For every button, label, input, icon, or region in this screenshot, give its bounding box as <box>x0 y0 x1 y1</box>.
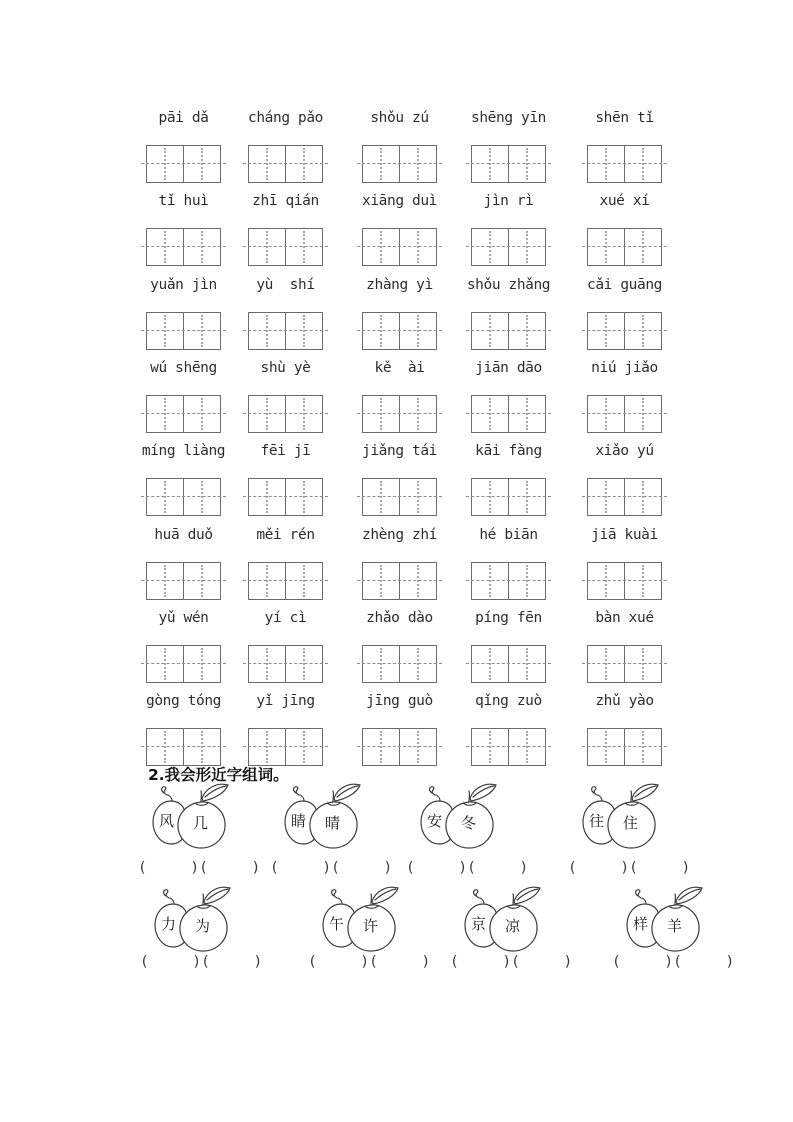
grid-cell <box>588 479 624 515</box>
word-block <box>248 609 323 683</box>
pinyin-label: yuǎn jìn <box>150 277 217 293</box>
pinyin-label: huā duǒ <box>154 527 213 543</box>
apple-pair <box>578 783 662 855</box>
grid-cell <box>363 396 399 432</box>
pinyin-label: shù yè <box>260 360 311 376</box>
grid-cell <box>363 646 399 682</box>
grid-cell <box>624 563 661 599</box>
writing-grid <box>248 562 323 600</box>
apple-character-left: 风 <box>159 812 175 830</box>
writing-grid <box>248 395 323 433</box>
pinyin-label: yǐ jīng <box>256 693 315 709</box>
grid-cell <box>624 313 661 349</box>
writing-grid <box>362 562 437 600</box>
pinyin-label: xiāng duì <box>362 193 437 209</box>
writing-grid <box>362 145 437 183</box>
word-block <box>248 192 323 266</box>
grid-cell <box>183 479 220 515</box>
answer-paren-blanks: ( )( ) <box>138 860 261 876</box>
writing-grid <box>248 478 323 516</box>
pinyin-label: xué xí <box>599 193 650 209</box>
word-block <box>362 609 437 683</box>
grid-cell <box>147 729 183 765</box>
apple-pair <box>150 886 234 958</box>
apple-character-right: 几 <box>193 814 209 832</box>
grid-cell <box>588 563 624 599</box>
apple-pair <box>280 783 364 855</box>
word-block <box>471 609 546 683</box>
grid-cell <box>249 146 285 182</box>
word-block <box>471 192 546 266</box>
word-block <box>471 109 546 183</box>
pinyin-label: cháng pǎo <box>248 110 323 126</box>
word-block <box>248 442 323 516</box>
grid-cell <box>472 479 508 515</box>
grid-cell <box>472 146 508 182</box>
writing-grid <box>471 645 546 683</box>
apple-character-left: 睛 <box>291 812 307 830</box>
answer-paren-blanks: ( )( ) <box>568 860 691 876</box>
writing-grid <box>362 645 437 683</box>
apple-pair <box>416 783 500 855</box>
pinyin-label: fēi jī <box>260 443 311 459</box>
writing-grid <box>146 562 221 600</box>
grid-cell <box>363 729 399 765</box>
pinyin-label: zhī qián <box>252 193 319 209</box>
pinyin-label: niú jiǎo <box>591 360 658 376</box>
pinyin-label: kāi fàng <box>475 443 542 459</box>
grid-cell <box>588 396 624 432</box>
grid-cell <box>508 729 545 765</box>
grid-cell <box>183 229 220 265</box>
pinyin-label: pāi dǎ <box>158 110 209 126</box>
word-block <box>362 192 437 266</box>
answer-paren-blanks: ( )( ) <box>308 954 431 970</box>
grid-cell <box>183 729 220 765</box>
grid-cell <box>472 396 508 432</box>
word-block <box>146 276 221 350</box>
grid-cell <box>183 146 220 182</box>
apple-pair <box>622 886 706 958</box>
word-block <box>362 442 437 516</box>
word-block <box>248 526 323 600</box>
grid-cell <box>147 646 183 682</box>
apple-pair <box>148 783 232 855</box>
grid-cell <box>399 313 436 349</box>
grid-cell <box>624 729 661 765</box>
word-block <box>587 442 662 516</box>
grid-cell <box>147 313 183 349</box>
grid-cell <box>588 313 624 349</box>
pinyin-label: yǔ wén <box>158 610 209 626</box>
answer-paren-blanks: ( )( ) <box>270 860 393 876</box>
grid-cell <box>624 396 661 432</box>
writing-grid <box>587 145 662 183</box>
word-block <box>141 442 226 516</box>
grid-cell <box>249 229 285 265</box>
grid-cell <box>508 396 545 432</box>
writing-grid <box>587 228 662 266</box>
grid-cell <box>624 146 661 182</box>
writing-grid <box>471 478 546 516</box>
grid-cell <box>399 229 436 265</box>
pinyin-label: gòng tóng <box>146 693 221 709</box>
word-block <box>362 692 437 766</box>
writing-grid <box>362 728 437 766</box>
pinyin-label: yù shí <box>256 277 315 293</box>
grid-cell <box>399 396 436 432</box>
back-apple-stem-curl <box>430 787 435 795</box>
word-block <box>587 276 662 350</box>
back-apple-stem-curl <box>474 890 479 898</box>
grid-cell <box>147 146 183 182</box>
pinyin-label: yí cì <box>264 610 307 626</box>
grid-cell <box>472 729 508 765</box>
apple-character-right: 晴 <box>325 814 341 832</box>
back-apple-stem-curl <box>636 890 641 898</box>
apple-pair <box>460 886 544 958</box>
apple-character-right: 为 <box>195 917 211 935</box>
grid-cell <box>147 396 183 432</box>
word-block <box>362 359 437 433</box>
grid-cell <box>363 563 399 599</box>
writing-grid <box>248 228 323 266</box>
back-apple-stem-curl <box>162 787 167 795</box>
word-block <box>146 609 221 683</box>
grid-cell <box>249 646 285 682</box>
writing-grid <box>146 145 221 183</box>
pinyin-label: měi rén <box>256 527 315 543</box>
grid-cell <box>285 229 322 265</box>
word-block <box>146 692 221 766</box>
word-block <box>587 359 662 433</box>
pinyin-label: zhǔ yào <box>595 693 654 709</box>
writing-grid <box>146 728 221 766</box>
grid-cell <box>508 313 545 349</box>
grid-cell <box>399 729 436 765</box>
grid-cell <box>624 646 661 682</box>
section2-title: 2.我会形近字组词。 <box>148 766 289 784</box>
word-block <box>248 692 323 766</box>
back-apple-stem-curl <box>294 787 299 795</box>
grid-cell <box>508 146 545 182</box>
apple-character-right: 冬 <box>461 814 477 832</box>
grid-cell <box>285 646 322 682</box>
grid-cell <box>249 396 285 432</box>
writing-grid <box>587 728 662 766</box>
word-block <box>587 609 662 683</box>
grid-cell <box>508 563 545 599</box>
word-block <box>248 109 323 183</box>
word-block <box>587 692 662 766</box>
writing-grid <box>362 312 437 350</box>
writing-grid <box>146 228 221 266</box>
word-block <box>587 192 662 266</box>
apple-character-left: 样 <box>633 915 649 933</box>
writing-grid <box>471 562 546 600</box>
grid-cell <box>249 313 285 349</box>
word-block <box>587 109 662 183</box>
grid-cell <box>472 229 508 265</box>
writing-grid <box>146 478 221 516</box>
grid-cell <box>399 479 436 515</box>
pinyin-label: zhàng yì <box>366 277 433 293</box>
pinyin-label: píng fēn <box>475 610 542 626</box>
word-block <box>362 109 437 183</box>
grid-cell <box>363 479 399 515</box>
writing-grid <box>248 728 323 766</box>
writing-grid <box>362 228 437 266</box>
pinyin-label: zhǎo dào <box>366 610 433 626</box>
grid-cell <box>147 479 183 515</box>
grid-cell <box>183 563 220 599</box>
grid-cell <box>588 146 624 182</box>
word-block <box>248 276 323 350</box>
pinyin-label: jiǎng tái <box>362 443 437 459</box>
writing-grid <box>471 395 546 433</box>
back-apple-stem-curl <box>332 890 337 898</box>
word-block <box>471 692 546 766</box>
pinyin-label: shēng yīn <box>471 110 546 126</box>
pinyin-label: shǒu zhǎng <box>466 277 551 293</box>
word-block <box>146 526 221 600</box>
apple-character-right: 羊 <box>667 917 683 935</box>
back-apple-stem-curl <box>164 890 169 898</box>
grid-cell <box>399 146 436 182</box>
pinyin-label: jìn rì <box>483 193 534 209</box>
answer-paren-blanks: ( )( ) <box>612 954 735 970</box>
grid-cell <box>472 563 508 599</box>
grid-cell <box>249 563 285 599</box>
writing-grid <box>248 145 323 183</box>
grid-cell <box>363 146 399 182</box>
answer-paren-blanks: ( )( ) <box>450 954 573 970</box>
writing-grid <box>587 645 662 683</box>
writing-grid <box>248 312 323 350</box>
grid-cell <box>472 646 508 682</box>
writing-grid <box>471 728 546 766</box>
grid-cell <box>285 396 322 432</box>
grid-cell <box>285 479 322 515</box>
apple-character-left: 往 <box>589 812 605 830</box>
answer-paren-blanks: ( )( ) <box>140 954 263 970</box>
writing-grid <box>587 395 662 433</box>
apple-character-left: 力 <box>161 915 177 933</box>
word-block <box>362 526 437 600</box>
writing-grid <box>362 395 437 433</box>
grid-cell <box>508 229 545 265</box>
word-block <box>362 276 437 350</box>
writing-grid <box>146 645 221 683</box>
apple-character-left: 午 <box>329 915 345 933</box>
pinyin-label: jiā kuài <box>591 527 658 543</box>
apple-character-left: 安 <box>427 812 443 830</box>
grid-cell <box>508 646 545 682</box>
pinyin-label: hé biān <box>479 527 538 543</box>
grid-cell <box>363 313 399 349</box>
pinyin-label: míng liàng <box>141 443 226 459</box>
grid-cell <box>249 729 285 765</box>
pinyin-label: bàn xué <box>595 610 654 626</box>
apple-character-left: 京 <box>471 915 487 933</box>
grid-cell <box>588 729 624 765</box>
grid-cell <box>285 313 322 349</box>
pinyin-label: wú shēng <box>150 360 217 376</box>
pinyin-label: shǒu zú <box>370 110 429 126</box>
word-block <box>466 276 551 350</box>
grid-cell <box>399 563 436 599</box>
writing-grid <box>587 312 662 350</box>
grid-cell <box>472 313 508 349</box>
writing-grid <box>587 562 662 600</box>
grid-cell <box>624 229 661 265</box>
word-block <box>248 359 323 433</box>
grid-cell <box>363 229 399 265</box>
word-block <box>146 109 221 183</box>
word-block <box>471 442 546 516</box>
word-block <box>146 192 221 266</box>
pinyin-label: xiǎo yú <box>595 443 654 459</box>
writing-grid <box>146 312 221 350</box>
grid-cell <box>147 229 183 265</box>
pinyin-label: kě ài <box>374 360 425 376</box>
back-apple-stem-curl <box>592 787 597 795</box>
apple-pair <box>318 886 402 958</box>
writing-grid <box>362 478 437 516</box>
grid-cell <box>183 646 220 682</box>
pinyin-label: cǎi guāng <box>587 277 662 293</box>
pinyin-label: qǐng zuò <box>475 693 542 709</box>
pinyin-label: tǐ huì <box>158 193 209 209</box>
grid-cell <box>183 313 220 349</box>
grid-cell <box>285 146 322 182</box>
word-block <box>146 359 221 433</box>
pinyin-label: shēn tǐ <box>595 110 654 126</box>
grid-cell <box>285 563 322 599</box>
apple-character-right: 住 <box>623 814 639 832</box>
apple-character-right: 许 <box>363 917 379 935</box>
word-block <box>471 359 546 433</box>
writing-grid <box>471 145 546 183</box>
grid-cell <box>285 729 322 765</box>
word-block <box>587 526 662 600</box>
writing-grid <box>471 312 546 350</box>
grid-cell <box>508 479 545 515</box>
writing-grid <box>587 478 662 516</box>
writing-grid <box>248 645 323 683</box>
writing-grid <box>146 395 221 433</box>
grid-cell <box>249 479 285 515</box>
grid-cell <box>183 396 220 432</box>
grid-cell <box>588 646 624 682</box>
pinyin-label: zhèng zhí <box>362 527 437 543</box>
grid-cell <box>399 646 436 682</box>
apple-character-right: 凉 <box>505 917 521 935</box>
grid-cell <box>588 229 624 265</box>
grid-cell <box>624 479 661 515</box>
pinyin-label: jiān dāo <box>475 360 542 376</box>
word-block <box>471 526 546 600</box>
grid-cell <box>147 563 183 599</box>
writing-grid <box>471 228 546 266</box>
answer-paren-blanks: ( )( ) <box>406 860 529 876</box>
pinyin-label: jīng guò <box>366 693 433 709</box>
